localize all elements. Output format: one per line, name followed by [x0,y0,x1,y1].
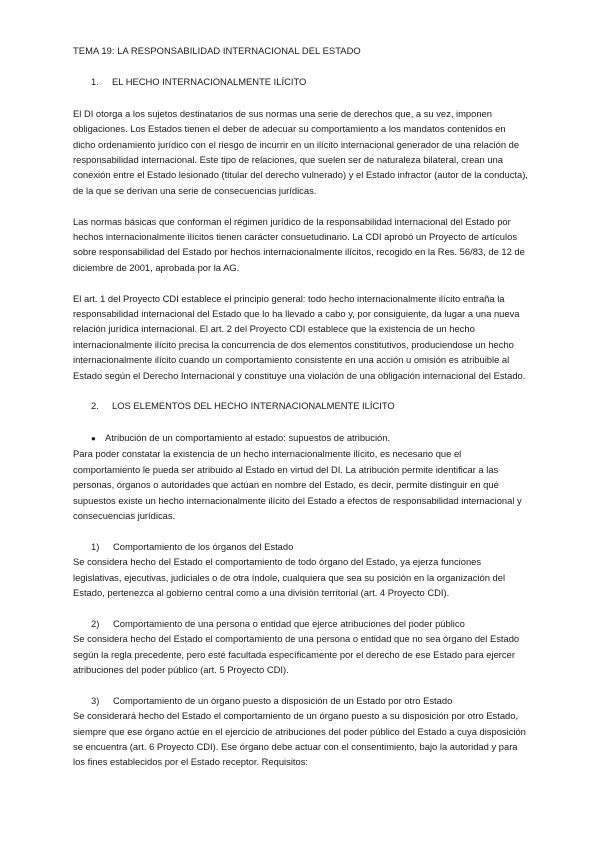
paragraph: Las normas básicas que conforman el régimen jurídico de la responsabilidad internacional del Estado por hechos internacionalmente ilícitos tienen carácter consuetudinario. La CDI aprobó un Proyecto de artículos sobre responsabilidad del Estado por hechos internacionalmente ilícitos, recogido en la Res. 56/83, de 12 de diciembre de 2001, aprobada por la AG. [73,215,525,273]
subsection-title: Comportamiento de una persona o entidad que ejerce atribuciones del poder público [113,617,465,629]
subsection-heading-2 [73,616,528,631]
subsection-title: Comportamiento de los órganos del Estado [113,540,294,552]
bullet-item [73,430,528,446]
section-number: 2. [91,400,99,412]
section-number: 1. [91,76,99,88]
section-title: EL HECHO INTERNACIONALMENTE ILÍCITO [112,76,307,88]
subsection-number: 2) [91,617,100,629]
document-title: TEMA 19: LA RESPONSABILIDAD INTERNACIONAL DEL ESTADO [73,45,361,56]
subsection-number: 3) [91,694,100,706]
subsection-title: Comportamiento de un órgano puesto a disposición de un Estado por otro Estado [113,694,453,706]
subsection-heading-1 [73,539,528,554]
section-title: LOS ELEMENTOS DEL HECHO INTERNACIONALMENTE ILÍCITO [112,400,395,412]
paragraph: Se considera hecho del Estado el comportamiento de todo órgano del Estado, ya ejerza funciones legislativas, ejecutivas, judiciales o de otra índole, cualquiera que sea su posición en la organización del Estado, pertenezca al gobierno central como a una división territorial (art. 4 Proyecto CDI). [73,556,506,598]
subsection-heading-3 [73,693,528,708]
paragraph: Para poder constatar la existencia de un hecho internacionalmente ilícito, es necesario que el comportamiento le pueda ser atribuido al Estado en virtud del DI. La atribución permite identificar a las personas, órganos o autoridades que actúan en nombre del Estado, es decir, permite distinguir en qué supuestos existe un hecho internacionalmente ilícito del Estado a efectos de responsabilidad internacional y consecuencias jurídicas. [73,448,522,521]
paragraph: Se considera hecho del Estado el comportamiento de una persona o entidad que no sea órgano del Estado según la regla precedente, pero esté facultada específicamente por el derecho de ese Estado para ejercer atribuciones del poder público (art. 5 Proyecto CDI). [73,633,520,675]
paragraph: El art. 1 del Proyecto CDI establece el principio general: todo hecho internacionalmente ilícito entraña la responsabilidad internacional del Estado que lo ha llevado a cabo y, por consiguiente, da lugar a una nueva relación jurídica internacional. El art. 2 del Proyecto CDI establece que la existencia de un hecho internacionalmente ilícito precisa la concurrencia de dos elementos constitutivos, produciendose un hecho internacionalmente ilícito cuando un comportamiento consistente en una acción u omisión es atribuible al Estado según el Derecho Internacional y constituye una violación de una obligación internacional del Estado. [73,292,526,381]
bullet-icon: ● [91,433,96,443]
paragraph: El DI otorga a los sujetos destinatarios de sus normas una serie de derechos que, a su vez, imponen obligaciones. Los Estados tienen el deber de adecuar su comportamiento a los mandatos contenidos en dicho ordenamiento jurídico con el riesgo de incurrir en un ilícito internacional generador de una relación de responsabilidad internacional. Este tipo de relaciones, que suelen ser de naturaleza bilateral, crean una conexión entre el Estado lesionado (titular del derecho vulnerado) y el Estado infractor (autor de la conducta), de la que se derivan una serie de consecuencias jurídicas. [73,107,528,196]
bullet-text: Atribución de un comportamiento al estado: supuestos de atribución. [105,431,391,443]
section-heading-2 [73,398,528,413]
paragraph: Se considerará hecho del Estado el comportamiento de un órgano puesto a su disposición por otro Estado, siempre que ese órgano actúe en el ejercicio de atribuciones del poder público del Estado a cuya disposición se encuentra (art. 6 Proyecto CDI). Ese órgano debe actuar con el consentimiento, bajo la autoridad y para los fines establecidos por el Estado receptor. Requisitos: [73,710,526,768]
subsection-number: 1) [91,540,100,552]
section-heading-1 [73,74,528,89]
